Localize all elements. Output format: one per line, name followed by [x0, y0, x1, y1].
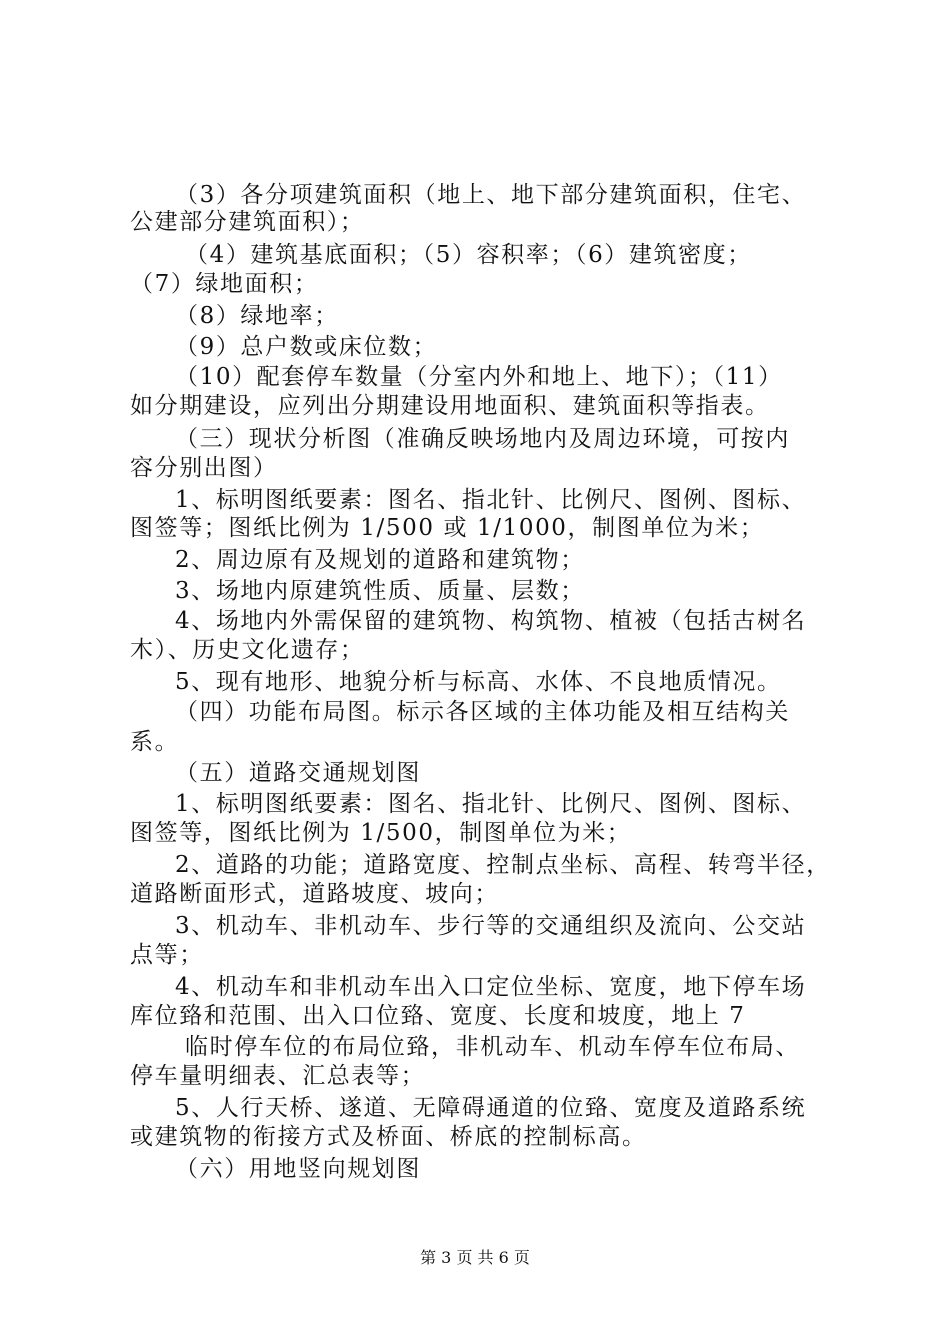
text-line: （7）绿地面积； — [130, 271, 319, 297]
text-line: 木）、历史文化遗存； — [130, 637, 365, 663]
text-line: 1、标明图纸要素：图名、指北针、比例尺、图例、图标、 — [175, 487, 807, 513]
text-line: 库位臵和范围、出入口位臵、宽度、长度和坡度，地上 7 — [130, 1003, 746, 1029]
text-line: 图签等，图纸比例为 1/500，制图单位为米； — [130, 820, 632, 846]
text-line: 图签等；图纸比例为 1/500 或 1/1000，制图单位为米； — [130, 515, 765, 541]
text-line: 2、道路的功能；道路宽度、控制点坐标、高程、转弯半径， — [175, 852, 831, 878]
text-line: 临时停车位的布局位臵，非机动车、机动车停车位布局、 — [185, 1034, 800, 1060]
text-line: （4）建筑基底面积；（5）容积率；（6）建筑密度； — [185, 242, 752, 268]
text-line: （3）各分项建筑面积（地上、地下部分建筑面积，住宅、 — [175, 182, 807, 208]
text-line: （8）绿地率； — [175, 303, 339, 329]
text-line: 3、机动车、非机动车、步行等的交通组织及流向、公交站 — [175, 913, 807, 939]
text-line: 系。 — [130, 729, 180, 755]
text-line: （四）功能布局图。标示各区域的主体功能及相互结构关 — [175, 699, 790, 725]
text-line: 容分别出图） — [130, 455, 278, 481]
text-line: 5、人行天桥、遂道、无障碍通道的位臵、宽度及道路系统 — [175, 1095, 807, 1121]
text-line: 3、场地内原建筑性质、质量、层数； — [175, 578, 585, 604]
text-line: 1、标明图纸要素：图名、指北针、比例尺、图例、图标、 — [175, 791, 807, 817]
text-line: 4、场地内外需保留的建筑物、构筑物、植被（包括古树名 — [175, 608, 807, 634]
text-line: 或建筑物的衔接方式及桥面、桥底的控制标高。 — [130, 1124, 647, 1150]
text-line: 点等； — [130, 942, 204, 968]
text-line: 道路断面形式，道路坡度、坡向； — [130, 881, 499, 907]
text-line: 停车量明细表、汇总表等； — [130, 1063, 426, 1089]
text-line: 公建部分建筑面积）； — [130, 209, 365, 235]
text-line: （六）用地竖向规划图 — [175, 1156, 421, 1182]
page-number-footer: 第 3 页 共 6 页 — [420, 1248, 530, 1267]
text-line: 2、周边原有及规划的道路和建筑物； — [175, 547, 585, 573]
text-line: 5、现有地形、地貌分析与标高、水体、不良地质情况。 — [175, 669, 782, 695]
text-line: （9）总户数或床位数； — [175, 334, 438, 360]
text-line: （五）道路交通规划图 — [175, 760, 421, 786]
text-line: （10）配套停车数量（分室内外和地上、地下）；（11） — [175, 364, 783, 390]
text-line: （三）现状分析图（准确反映场地内及周边环境，可按内 — [175, 426, 790, 452]
text-line: 4、机动车和非机动车出入口定位坐标、宽度，地下停车场 — [175, 974, 807, 1000]
text-line: 如分期建设，应列出分期建设用地面积、建筑面积等指表。 — [130, 393, 770, 419]
